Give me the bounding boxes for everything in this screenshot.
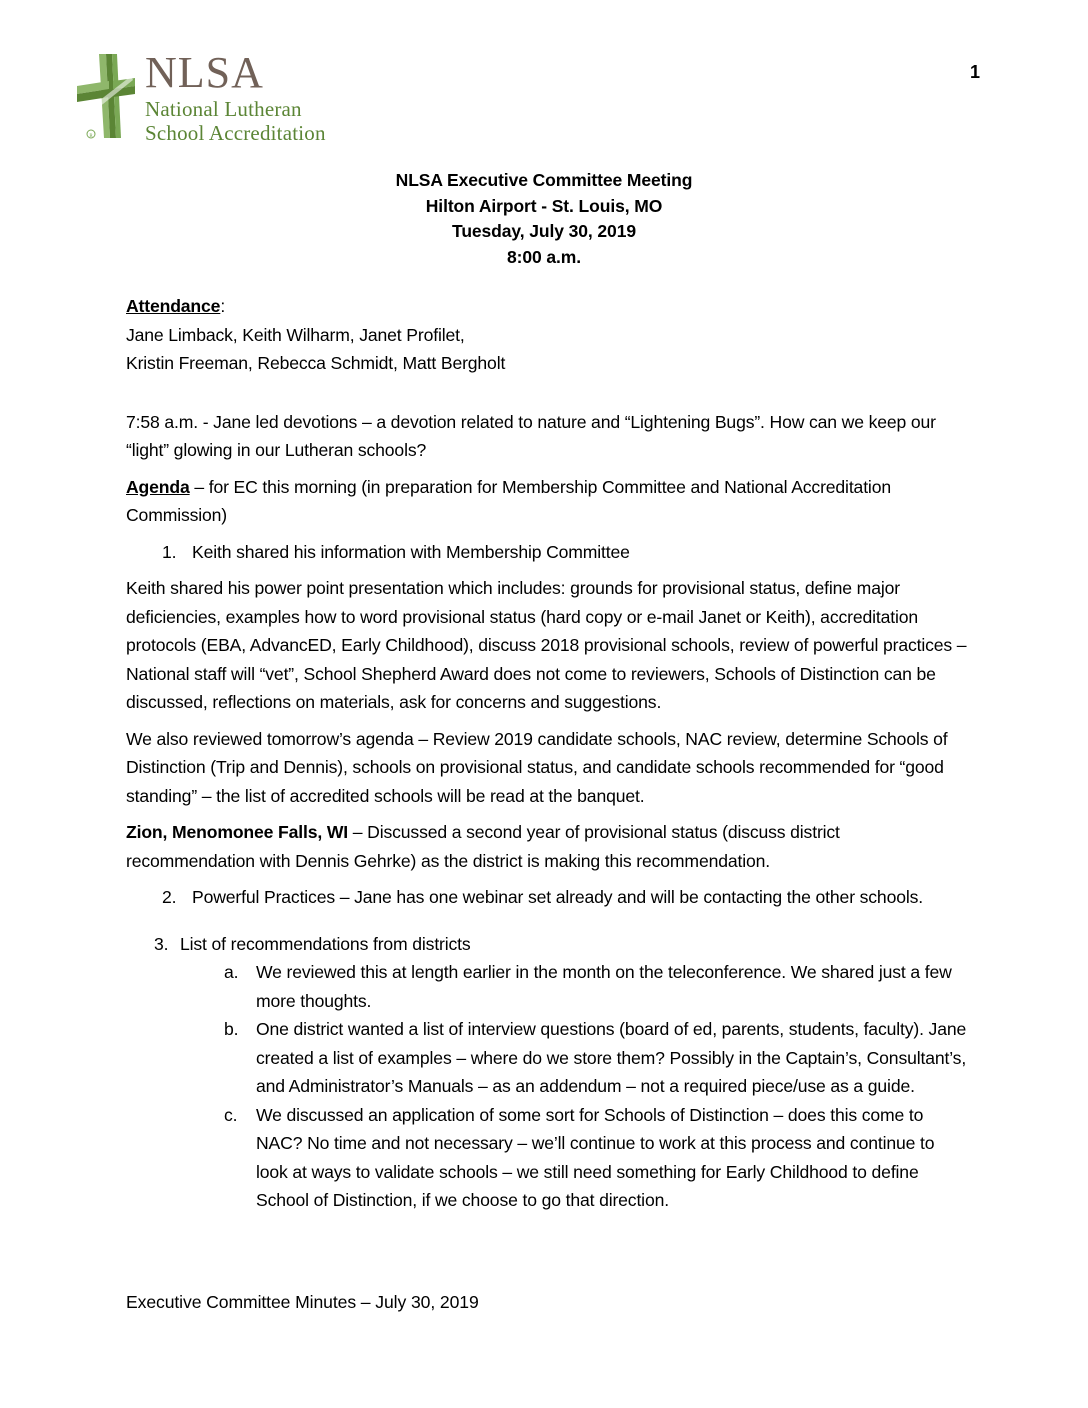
zion-school-name: Zion, Menomonee Falls, WI <box>126 822 349 842</box>
list-item-3a-label: We reviewed this at length earlier in the month on the teleconference. We shared just a few more thoughts. <box>256 962 952 1011</box>
nlsa-logo <box>75 48 326 148</box>
list-item-3-marker: 3. <box>154 933 169 954</box>
list-item-2 <box>126 883 968 912</box>
attendance-heading <box>126 292 968 321</box>
page-number: 1 <box>969 62 980 82</box>
logo-wordmark-text: NLSA <box>145 48 264 97</box>
list-item-1 <box>126 538 968 567</box>
attendance-colon: : <box>220 296 226 316</box>
list-item-3-label: List of recommendations from districts <box>180 933 471 954</box>
list-item-3c-label: We discussed an application of some sort for Schools of Distinction – does this come to NAC? No time and not necessary – we’ll continue to work at this process and continue to look at ways to validate schools – we still need something for Early Childhood to define School of Distinction, if we choose to go that direction. <box>256 1104 935 1210</box>
list-item-3a-marker: a. <box>224 962 239 982</box>
nlsa-cross-logo-icon <box>75 48 137 148</box>
agenda-paragraph <box>126 473 968 530</box>
list-item-3b-label: One district wanted a list of interview questions (board of ed, parents, students, faculty). Jane created a list of examples – where do we store them? Possibly in the Captain’s, Consultant’s, and Administrator’s Manuals – as an addendum – not a required piece/use as a guide. <box>256 1019 967 1096</box>
list-item-1-label: Keith shared his information with Membership Committee <box>192 541 630 562</box>
spacer <box>126 465 968 473</box>
meeting-heading <box>0 168 1088 270</box>
spacer <box>126 717 968 725</box>
list-item-3c-marker: c. <box>224 1104 238 1125</box>
attendance-line-2: Kristin Freeman, Rebecca Schmidt, Matt Bergholt <box>126 353 506 373</box>
list-item-3 <box>126 930 968 959</box>
svg-text:R: R <box>89 134 93 139</box>
list-item-3a <box>126 958 968 1015</box>
list-item-3b <box>126 1015 968 1101</box>
attendance-label: Attendance <box>126 296 221 316</box>
agenda-label: Agenda <box>126 476 190 497</box>
document-body <box>126 292 968 1215</box>
list-item-2-marker: 2. <box>162 887 177 907</box>
devotions-paragraph: 7:58 a.m. - Jane led devotions – a devotion related to nature and “Lightening Bugs”. How can we keep our “light” glowing in our Lutheran schools? <box>126 411 936 460</box>
list-item-3c <box>126 1101 968 1215</box>
nlsa-wordmark <box>145 50 326 145</box>
agenda-text: – for EC this morning (in preparation for Membership Committee and National Accreditation Commission) <box>126 476 891 525</box>
item1-paragraph-1: Keith shared his power point presentation which includes: grounds for provisional status, define major deficiencies, examples how to word provisional status (hard copy or e-mail Janet or Keith), accreditation protocols (EBA, AdvancED, Early Childhood), discuss 2018 provisional schools, review of powerful practices – National staff will “vet”, School Shepherd Award does not come to reviewers, Schools of Distinction can be discussed, reflections on materials, ask for concerns and suggestions. <box>126 578 967 712</box>
item1-paragraph-3 <box>126 818 968 875</box>
zion-school-detail: – Discussed a second year of provisional status (discuss district recommendation with Dennis Gehrke) as the district is making this recommendation. <box>126 822 840 871</box>
logo-subtitle-line2: School Accreditation <box>145 120 326 145</box>
heading-line-1: NLSA Executive Committee Meeting <box>395 170 693 190</box>
logo-subtitle <box>145 98 326 145</box>
spacer <box>126 566 968 574</box>
list-item-2-label: Powerful Practices – Jane has one webinar set already and will be contacting the other schools. <box>192 887 923 907</box>
spacer <box>126 810 968 818</box>
spacer <box>126 912 968 930</box>
heading-line-3: Tuesday, July 30, 2019 <box>452 221 636 241</box>
list-item-3b-marker: b. <box>224 1019 239 1039</box>
heading-line-2: Hilton Airport - St. Louis, MO <box>425 195 663 216</box>
page-footer: Executive Committee Minutes – July 30, 2019 <box>126 1292 479 1312</box>
attendance-line-1: Jane Limback, Keith Wilharm, Janet Profilet, <box>126 324 465 345</box>
spacer <box>126 875 968 883</box>
spacer <box>126 530 968 538</box>
logo-subtitle-line1: National Lutheran <box>145 97 302 121</box>
list-item-1-marker: 1. <box>162 541 177 562</box>
spacer <box>126 378 968 408</box>
heading-line-4: 8:00 a.m. <box>506 246 581 267</box>
item1-paragraph-2: We also reviewed tomorrow’s agenda – Review 2019 candidate schools, NAC review, determine Schools of Distinction (Trip and Dennis), schools on provisional status, and candidate schools recommended for “good standing” – the list of accredited schools will be read at the banquet. <box>126 728 948 806</box>
